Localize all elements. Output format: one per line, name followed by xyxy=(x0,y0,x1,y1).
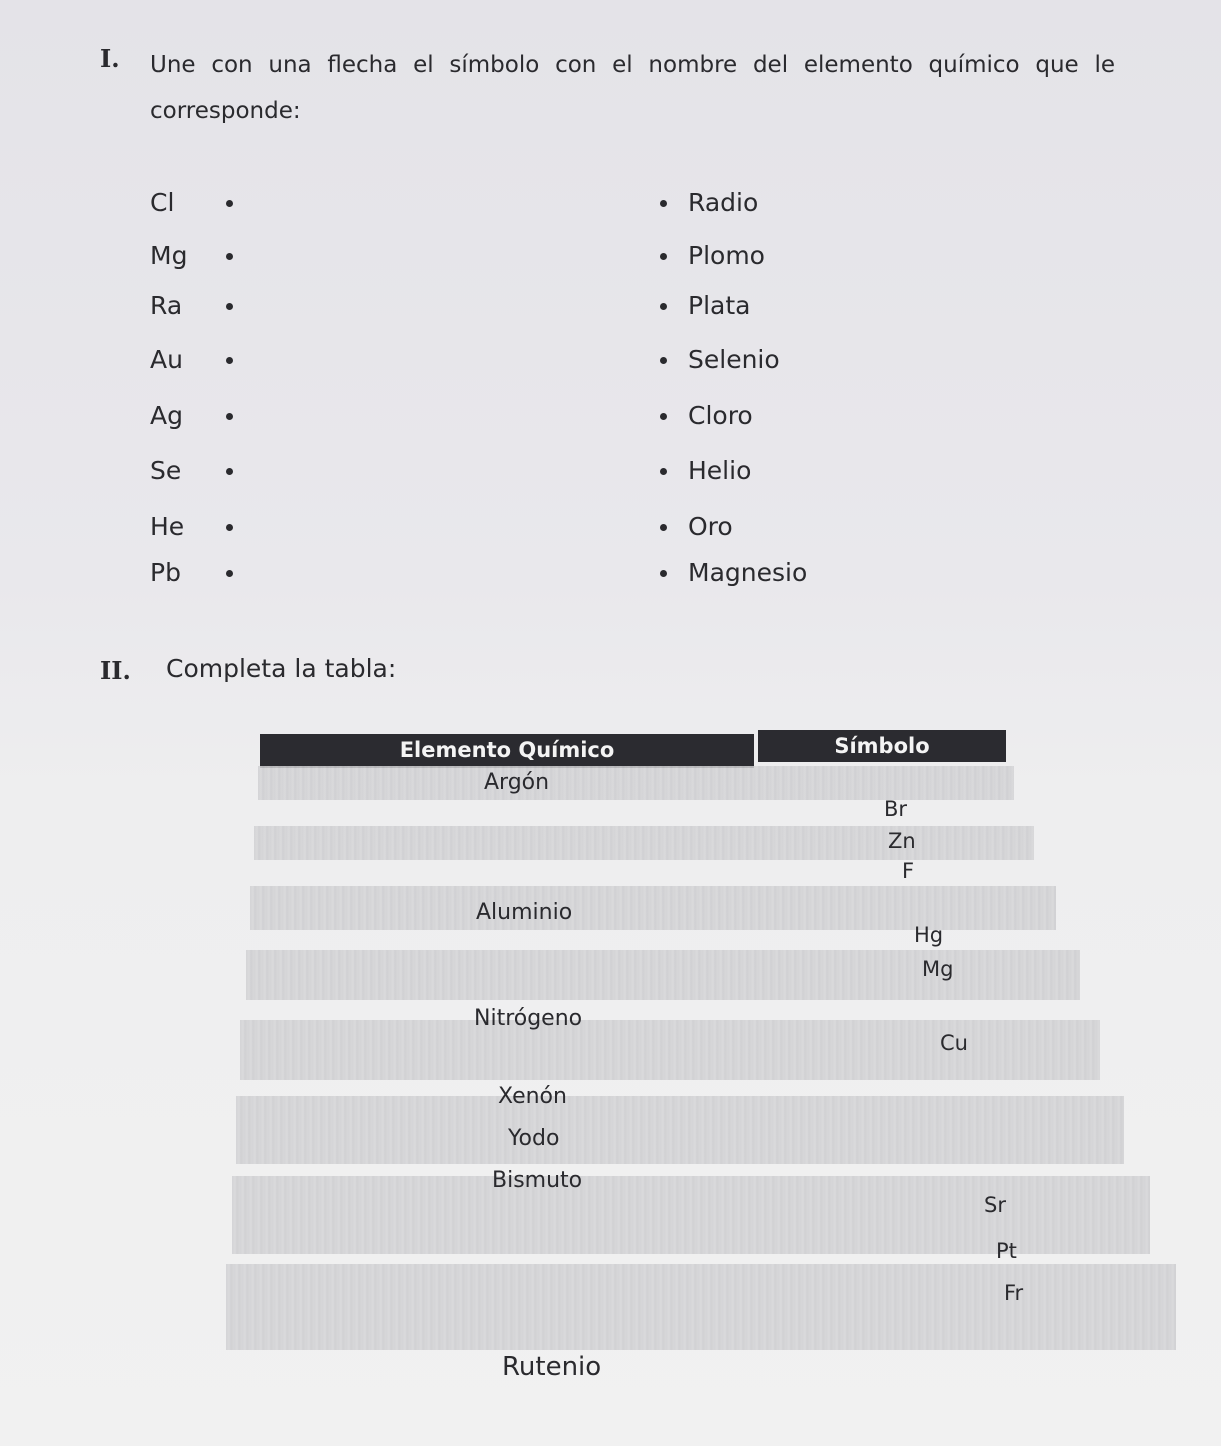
table-cell-element: Bismuto xyxy=(492,1168,583,1193)
symbol-item: Pb xyxy=(150,558,181,587)
name-dot[interactable] xyxy=(660,413,667,420)
table-cell-symbol: Mg xyxy=(922,957,954,981)
section-1-number: I. xyxy=(100,44,120,73)
symbol-dot[interactable] xyxy=(226,468,233,475)
symbol-dot[interactable] xyxy=(226,413,233,420)
table-cell-symbol: Zn xyxy=(888,829,916,853)
element-name-item: Plata xyxy=(688,291,751,320)
element-name-item: Plomo xyxy=(688,241,765,270)
element-name-item: Helio xyxy=(688,456,752,485)
table-cell-element: Rutenio xyxy=(502,1352,602,1382)
symbol-item: Ag xyxy=(150,401,183,430)
table-row-shade xyxy=(246,950,1080,1000)
symbol-item: Ra xyxy=(150,291,183,320)
table-cell-symbol: Br xyxy=(884,797,908,821)
element-name-item: Oro xyxy=(688,512,733,541)
table-cell-symbol: F xyxy=(902,859,915,883)
table-cell-symbol: Cu xyxy=(940,1031,968,1055)
symbol-dot[interactable] xyxy=(226,524,233,531)
name-dot[interactable] xyxy=(660,200,667,207)
section-1-instruction: Une con una flecha el símbolo con el nombre del elemento químico que le corresponde: xyxy=(150,52,1115,124)
symbol-item: He xyxy=(150,512,185,541)
element-name-item: Radio xyxy=(688,188,759,217)
symbol-dot[interactable] xyxy=(226,570,233,577)
match-row xyxy=(0,399,1221,433)
table-row-shade xyxy=(240,1020,1100,1080)
symbol-item: Cl xyxy=(150,188,175,217)
table-cell-element: Yodo xyxy=(508,1126,560,1151)
table-header-element: Elemento Químico xyxy=(260,734,754,768)
section-2-title: Completa la tabla: xyxy=(166,654,397,683)
match-row xyxy=(0,186,1221,220)
name-dot[interactable] xyxy=(660,570,667,577)
element-name-item: Selenio xyxy=(688,345,780,374)
table-cell-element: Xenón xyxy=(498,1084,567,1109)
table-row-shade xyxy=(254,826,1034,860)
name-dot[interactable] xyxy=(660,357,667,364)
symbol-item: Au xyxy=(150,345,183,374)
table-cell-element: Aluminio xyxy=(476,900,573,925)
element-name-item: Cloro xyxy=(688,401,753,430)
name-dot[interactable] xyxy=(660,303,667,310)
symbol-dot[interactable] xyxy=(226,303,233,310)
table-header-symbol: Símbolo xyxy=(758,730,1006,762)
symbol-item: Mg xyxy=(150,241,188,270)
match-row xyxy=(0,289,1221,323)
symbol-dot[interactable] xyxy=(226,200,233,207)
section-2-number: II. xyxy=(100,656,131,685)
match-row xyxy=(0,556,1221,590)
table-cell-symbol: Pt xyxy=(996,1239,1017,1263)
table-cell-element: Nitrógeno xyxy=(474,1006,583,1031)
match-row xyxy=(0,510,1221,544)
match-row xyxy=(0,343,1221,377)
name-dot[interactable] xyxy=(660,468,667,475)
element-name-item: Magnesio xyxy=(688,558,808,587)
name-dot[interactable] xyxy=(660,253,667,260)
symbol-dot[interactable] xyxy=(226,253,233,260)
table-cell-symbol: Fr xyxy=(1004,1281,1024,1305)
table-cell-element: Argón xyxy=(484,770,550,795)
match-row xyxy=(0,454,1221,488)
table-row-shade xyxy=(236,1096,1124,1164)
name-dot[interactable] xyxy=(660,524,667,531)
symbol-item: Se xyxy=(150,456,182,485)
match-row xyxy=(0,239,1221,273)
table-cell-symbol: Sr xyxy=(984,1193,1006,1217)
table-row-shade xyxy=(226,1264,1176,1350)
symbol-dot[interactable] xyxy=(226,357,233,364)
table-cell-symbol: Hg xyxy=(914,923,944,947)
